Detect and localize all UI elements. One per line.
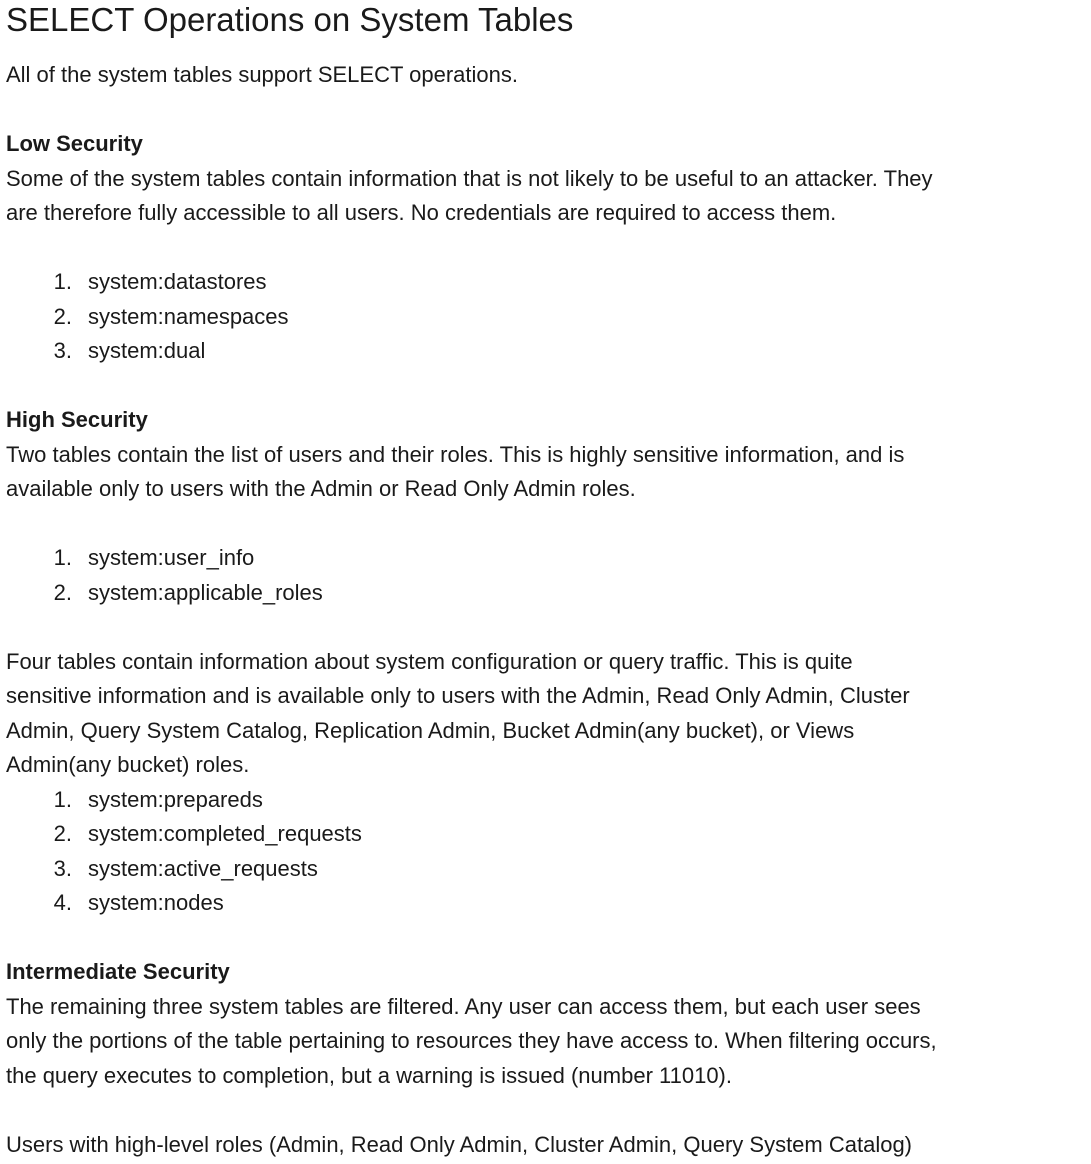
low-text-line-2: are therefore fully accessible to all users. No credentials are required to access them.: [6, 200, 837, 225]
high-text2-line-2: sensitive information and is available only to users with the Admin, Read Only Admin, Cluster: [6, 683, 910, 708]
high-text2-line-3: Admin, Query System Catalog, Replication Admin, Bucket Admin(any bucket), or Views: [6, 717, 855, 743]
section-high-security: [6, 403, 1086, 921]
intermediate-text-line-3: the query executes to completion, but a warning is issued (number 11010).: [6, 1062, 732, 1088]
section-heading-intermediate: Intermediate Security: [6, 959, 230, 984]
list-item: 3. system:active_requests: [53, 855, 318, 881]
section-low-security: [6, 127, 1086, 369]
low-security-list: [6, 265, 1086, 369]
list-item: 4. system:nodes: [53, 890, 224, 915]
intermediate-text-line-2: only the portions of the table pertaining to resources they have access to. When filtering occurs,: [6, 1028, 937, 1053]
list-item: 2. system:completed_requests: [53, 821, 362, 846]
low-text-line-1: Some of the system tables contain information that is not likely to be useful to an attacker. They: [6, 165, 933, 191]
list-item: 2. system:namespaces: [53, 303, 289, 329]
section-heading-low: Low Security: [6, 131, 143, 156]
list-item: 3. system:dual: [53, 338, 206, 363]
intermediate-text-line-1: The remaining three system tables are filtered. Any user can access them, but each user sees: [6, 993, 921, 1019]
high-text-line-2: available only to users with the Admin or Read Only Admin roles.: [6, 476, 636, 501]
section-intermediate-security: [6, 955, 1086, 1162]
document-page: [6, 0, 1086, 1162]
intro-text: All of the system tables support SELECT operations.: [6, 62, 518, 87]
high-text2-line-1: Four tables contain information about system configuration or query traffic. This is quite: [6, 648, 853, 674]
high-security-list-2: [6, 783, 1086, 921]
list-item: 2. system:applicable_roles: [53, 579, 323, 605]
high-text-line-1: Two tables contain the list of users and their roles. This is highly sensitive information, and is: [6, 441, 905, 467]
list-item: 1. system:datastores: [53, 269, 267, 294]
intermediate-text2-line-1: Users with high-level roles (Admin, Read Only Admin, Cluster Admin, Query System Catalog): [6, 1131, 913, 1157]
high-text2-line-4: Admin(any bucket) roles.: [6, 752, 250, 777]
list-item: 1. system:prepareds: [53, 786, 263, 812]
list-item: 1. system:user_info: [53, 545, 255, 570]
high-security-list: [6, 541, 1086, 610]
page-title: SELECT Operations on System Tables: [6, 1, 574, 38]
section-heading-high: High Security: [6, 407, 148, 432]
